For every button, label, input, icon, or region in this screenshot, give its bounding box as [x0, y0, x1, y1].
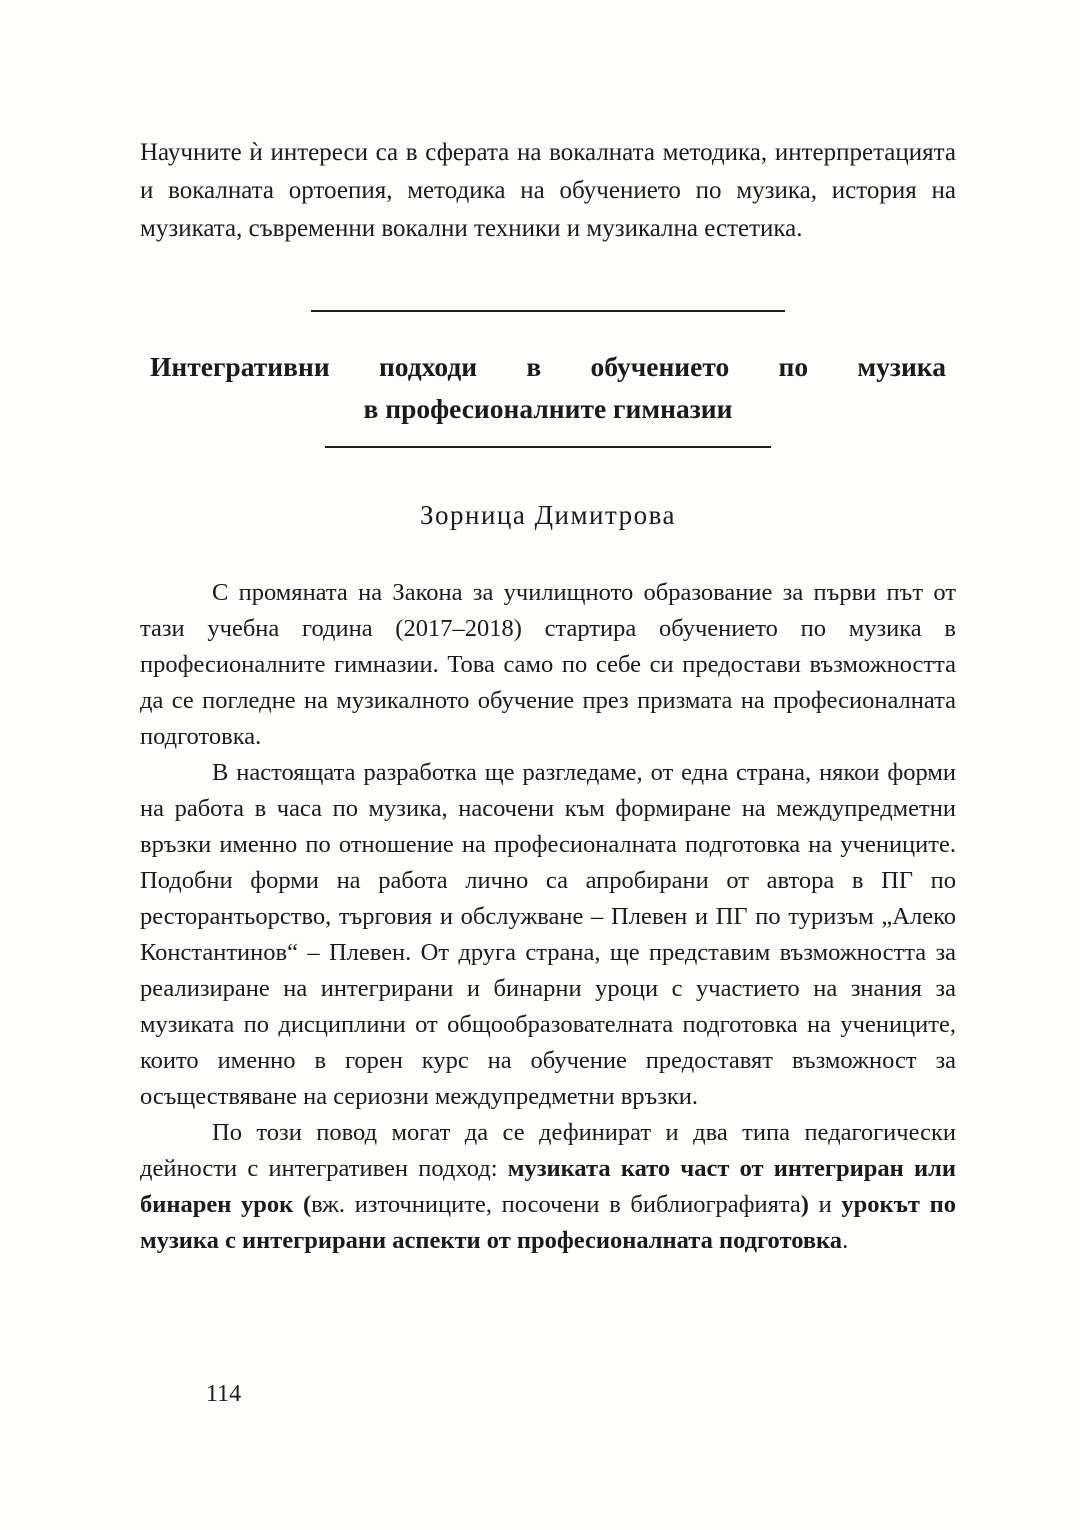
- body-paragraph: По този повод могат да се дефинират и два типа педагогически дейности с интегративен подход: музиката като част от интегриран или бинарен урок (вж. източниците, посочени в библиографията) и урокът по музика с интегрирани аспекти от професионалната подготовка.: [140, 1119, 957, 1254]
- body-paragraph: В настоящата разработка ще разгледаме, от една страна, някои форми на работа в часа по музика, насочени към формиране на междупредметни връзки именно по отношение на професионалната подготовка на учениците. Подобни форми на работа лично са апробирани от автора в ПГ по ресторантьорство, търговия и обслужване – Плевен и ПГ по туризъм „Алеко Константинов“ – Плевен. От друга страна, ще представим възможността за реализиране на интегрирани и бинарни уроци с участието на знания за музиката по дисциплини от общообразователната подготовка на учениците, които именно в горен курс на обучение предоставят възможност за осъществяване на сериозни междупредметни връзки.: [140, 759, 956, 1110]
- divider-below-title: [325, 446, 771, 448]
- article-title-line1: Интегративни подходи в обучението по музика: [150, 351, 946, 382]
- divider-above-title: [311, 310, 785, 312]
- article-body: [140, 575, 956, 1259]
- page-number: 114: [206, 1381, 242, 1407]
- author-name: Зорница Димитрова: [419, 500, 676, 530]
- body-paragraph: С промяната на Закона за училищното образование за първи път от тази учебна година (2017–2018) стартира обучението по музика в професионалните гимназии. Това само по себе си предостави възможността да се погледне на музикалното обучение през призмата на професионалната подготовка.: [140, 579, 956, 750]
- article-title-line2: в професионалните гимназии: [363, 393, 733, 424]
- intro-paragraph: Научните ѝ интереси са в сферата на вокалната методика, интерпретацията и вокалната ортоепия, методика на обучението по музика, история на музиката, съвременни вокални техники и музикална естетика.: [140, 139, 956, 242]
- page-content: [140, 134, 956, 1259]
